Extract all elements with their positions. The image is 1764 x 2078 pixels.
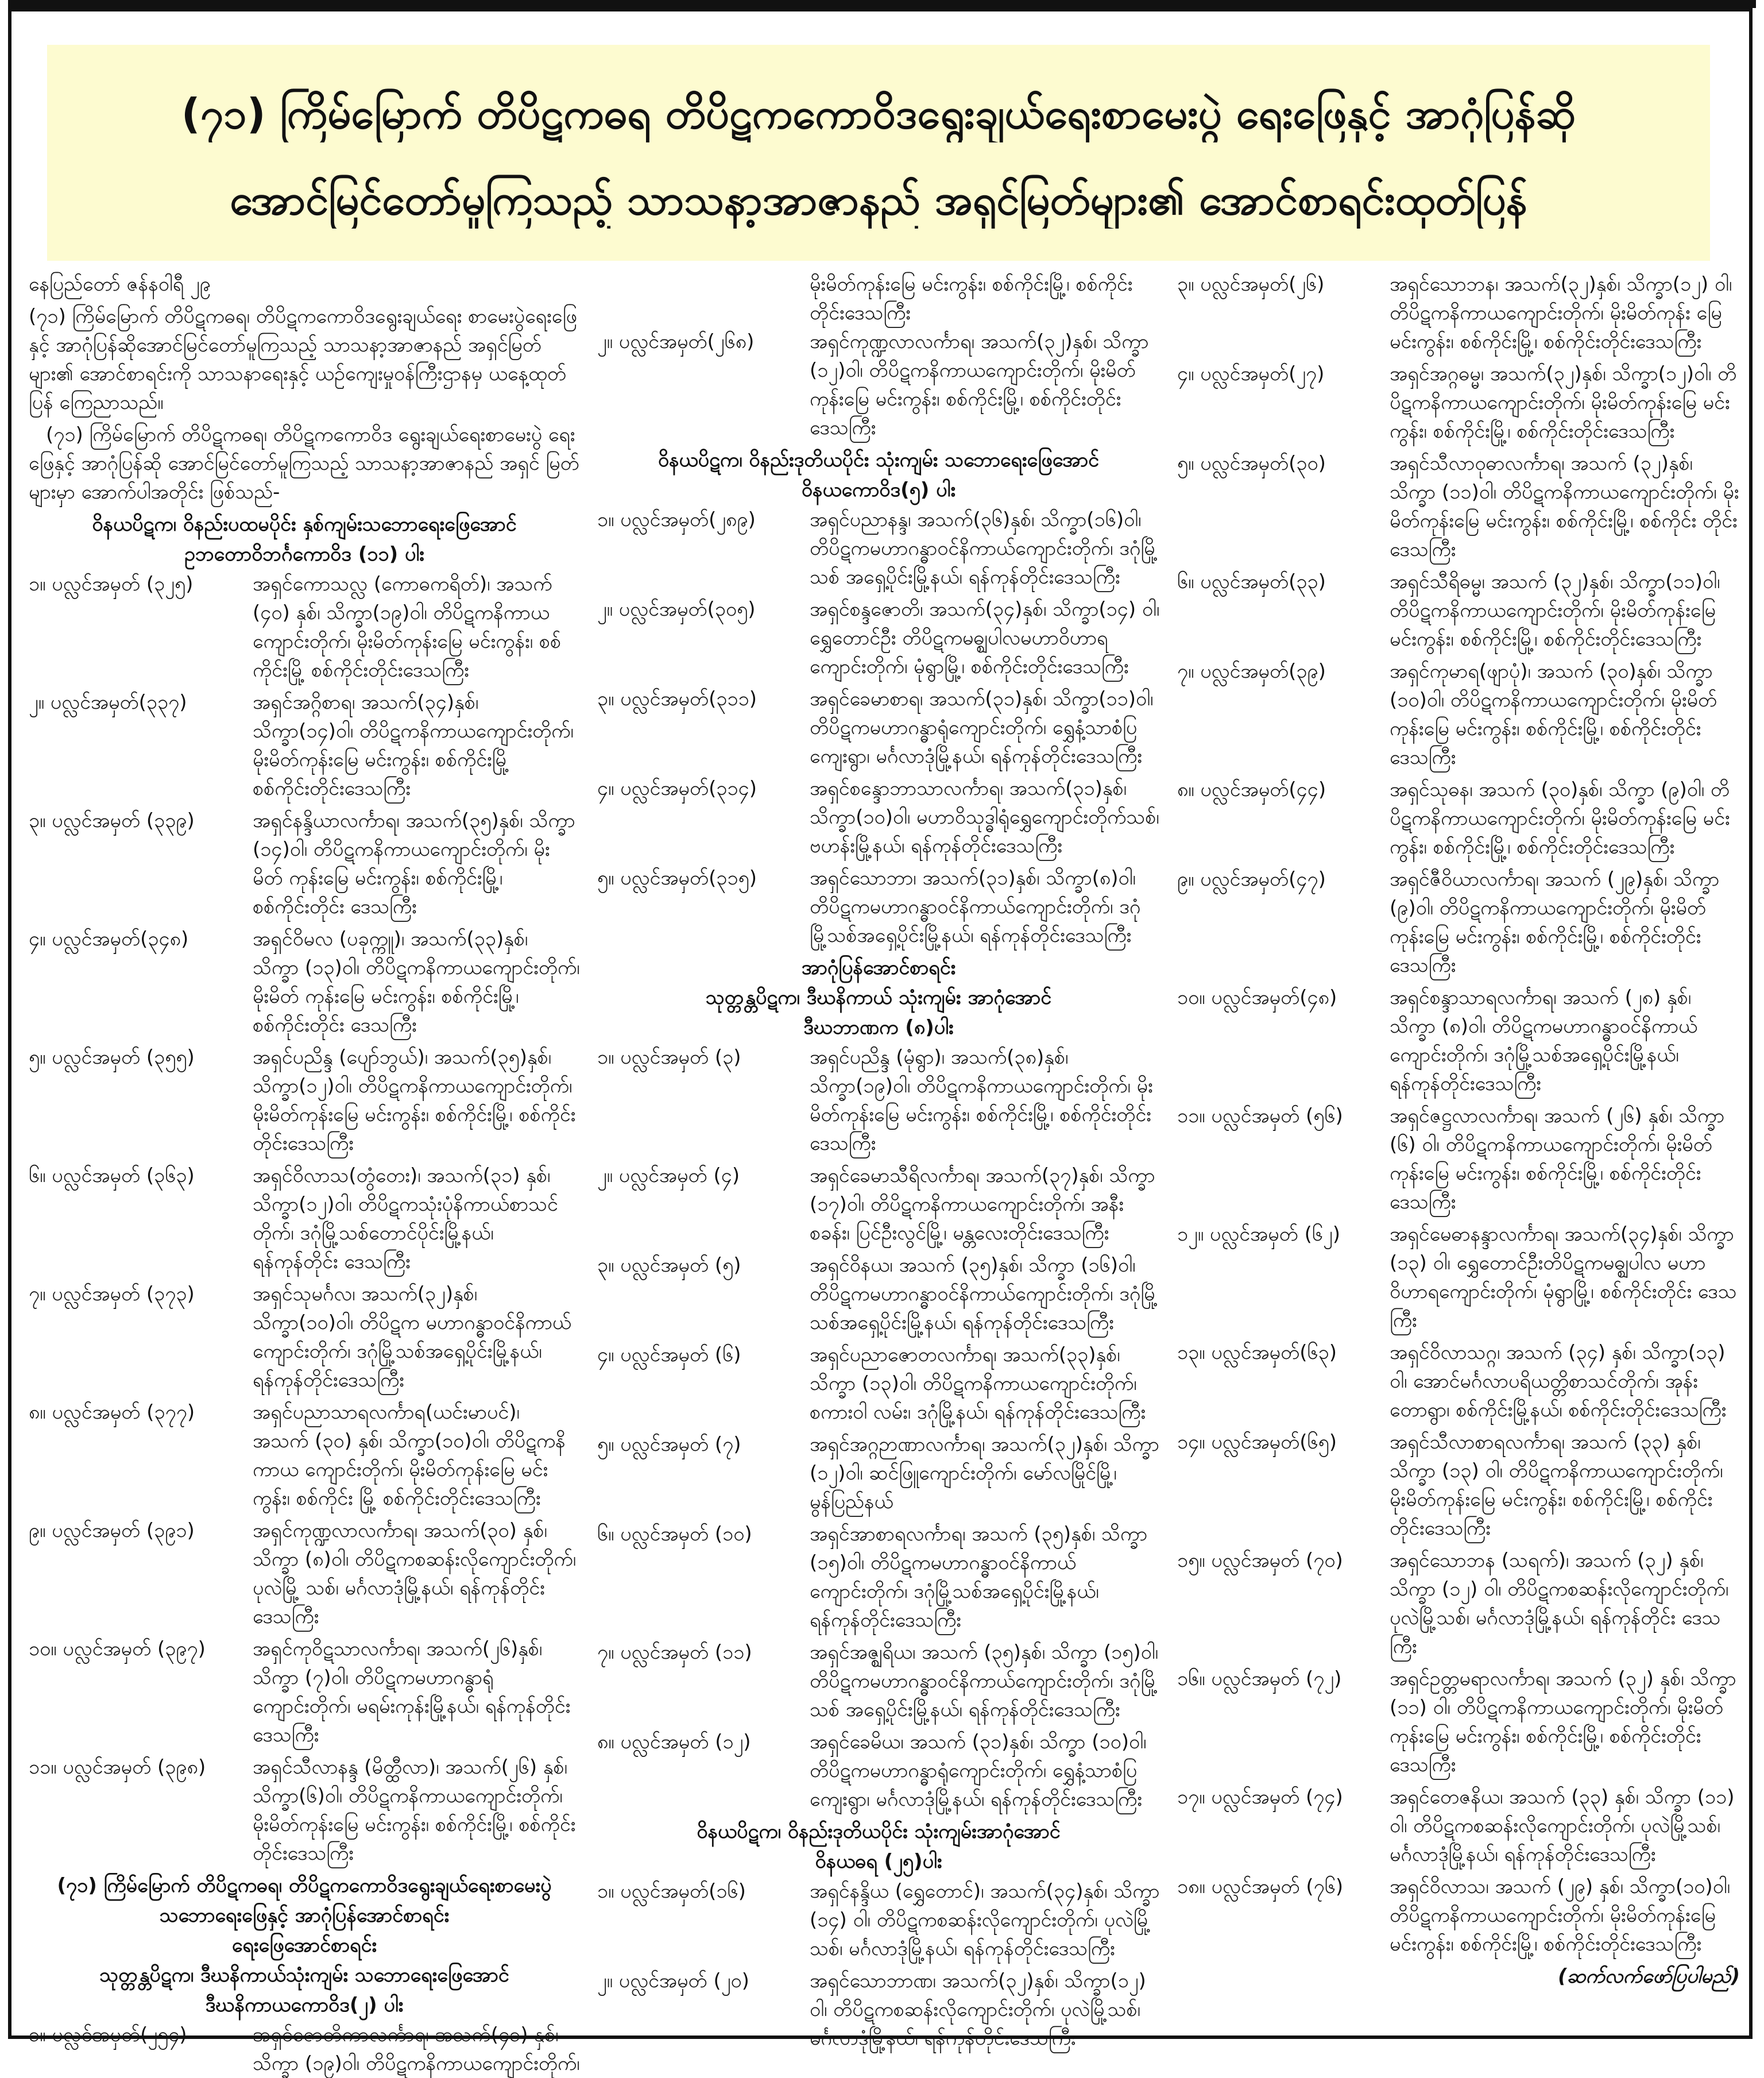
list-item	[1177, 865, 1740, 980]
seat-number: ၈။ ပလ္လင်အမှတ်(၄၄)	[1177, 778, 1326, 801]
seat-number: ၁၃။ ပလ္လင်အမှတ်(၆၃)	[1177, 1341, 1337, 1364]
seat-number: ၃။ ပလ္လင်အမှတ်(၂၆)	[1177, 273, 1325, 296]
seat-number: ၆။ ပလ္လင်အမှတ် (၁၀)	[597, 1523, 752, 1546]
seat-number: ၇။ ပလ္လင်အမှတ် (၁၁)	[597, 1641, 752, 1664]
section-heading: ဝိနယပိဋက၊ ဝိနည်းဒုတိယပိုင်း သုံးကျမ်းအာဂုံအောင်	[697, 1820, 1061, 1843]
monk-details: အရှင်နန္ဒိယာလင်္ကာရ၊ အသက်(၃၅)နှစ်၊ သိက္ခာ (၁၄)ဝါ၊ တိပိဋကနိကာယကျောင်းတိုက်၊ မိုးမိတ် ကုန်းမြေ မင်းကွန်း၊ စစ်ကိုင်းမြို့၊ စစ်ကိုင်းတိုင်း ဒေသကြီး	[253, 809, 575, 918]
list-item	[597, 685, 1160, 771]
list-item	[597, 1043, 1160, 1158]
seat-number: ၂။ ပလ္လင်အမှတ်(၃၃၇)	[29, 691, 187, 714]
list-item	[29, 1280, 580, 1395]
column-1	[29, 270, 580, 2075]
monk-details: အရှင်ဝိနယ၊ အသက် (၃၅)နှစ်၊ သိက္ခာ (၁၆)ဝါ၊ တိပိဋကမဟာဂန္ဓာဝင်နိကာယ်ကျောင်းတိုက်၊ ဒဂုံမြို့သစ်အရှေ့ပိုင်းမြို့နယ်၊ ရန်ကုန်တိုင်းဒေသကြီး	[810, 1254, 1158, 1334]
section-subheading: ဒီဃနိကာယကောဝိဒ(၂) ပါး	[205, 1994, 404, 2017]
monk-details: အရှင်ကောသလ္လ (ကောဓကရိတ်)၊ အသက် (၄၀) နှစ်၊ သိက္ခာ(၁၉)ဝါ၊ တိပိဋကနိကာယ ကျောင်းတိုက်၊ မိုးမိတ်ကုန်းမြေ မင်းကွန်း၊ စစ်ကိုင်းမြို့ စစ်ကိုင်းတိုင်းဒေသကြီး	[253, 573, 562, 682]
monk-details: အရှင်သီရိဓမ္မ၊ အသက် (၃၂)နှစ်၊ သိက္ခာ(၁၁)ဝါ၊ တိပိဋကနိကာယကျောင်းတိုက်၊ မိုးမိတ်ကုန်းမြေ မင်းကွန်း၊ စစ်ကိုင်းမြို့၊ စစ်ကိုင်းတိုင်းဒေသကြီး	[1390, 570, 1720, 651]
seat-number: ၁။ ပလ္လင်အမှတ်(၂၈၉)	[597, 508, 756, 531]
list-item	[597, 1341, 1160, 1427]
monk-details: အရှင်ဥတ္တမရာလင်္ကာရ၊ အသက် (၃၂) နှစ်၊ သိက္ခာ (၁၁) ဝါ၊ တိပိဋကနိကာယကျောင်းတိုက်၊ မိုးမိတ် ကုန်းမြေ မင်းကွန်း၊ စစ်ကိုင်းမြို့၊ စစ်ကိုင်းတိုင်း ဒေသကြီး	[1390, 1667, 1736, 1776]
entry-list	[597, 1043, 1160, 1814]
monk-details: အရှင်သောဘာဏ၊ အသက်(၃၂)နှစ်၊ သိက္ခာ(၁၂) ဝါ၊ တိပိဋကစဆန်းလိုကျောင်းတိုက်၊ ပုလဲမြို့သစ်၊ မင်္ဂလာဒုံမြို့နယ်၊ ရန်ကုန်တိုင်းဒေသကြီး	[810, 1969, 1146, 2050]
monk-details: အရှင်ကုမာရ(ဖျာပုံ)၊ အသက် (၃၀)နှစ်၊ သိက္ခာ (၁၀)ဝါ၊ တိပိဋကနိကာယကျောင်းတိုက်၊ မိုးမိတ် ကုန်းမြေ မင်းကွန်း၊ စစ်ကိုင်းမြို့၊ စစ်ကိုင်းတိုင်း ဒေသကြီး	[1390, 660, 1717, 769]
list-item	[1177, 983, 1740, 1098]
continued-note: (ဆက်လက်ဖော်ပြပါမည်)	[1558, 1965, 1740, 1988]
monk-details: အရှင်ဝိမလ (ပခုက္ကူ)၊ အသက်(၃၃)နှစ်၊ သိက္ခာ (၁၃)ဝါ၊ တိပိဋကနိကာယကျောင်းတိုက်၊ မိုးမိတ် ကုန်းမြေ မင်းကွန်း၊ စစ်ကိုင်းမြို့၊ စစ်ကိုင်းတိုင်း ဒေသကြီး	[253, 928, 580, 1037]
monk-details: အရှင်တေဇနိယ၊ အသက် (၃၃) နှစ်၊ သိက္ခာ (၁၁) ဝါ၊ တိပိဋကစဆန်းလိုကျောင်းတိုက်၊ ပုလဲမြို့သစ်၊ မင်္ဂလာဒုံမြို့နယ်၊ ရန်ကုန်တိုင်းဒေသကြီး	[1390, 1786, 1735, 1866]
section-heading: ဝိနယပိဋက၊ ဝိနည်းဒုတိယပိုင်း သုံးကျမ်း သဘောရေးဖြေအောင်	[657, 449, 1099, 472]
seat-number: ၃။ ပလ္လင်အမှတ် (၅)	[597, 1254, 741, 1277]
list-item	[1177, 1428, 1740, 1543]
list-item	[1177, 567, 1740, 654]
monk-details: အရှင်သီလာနန္ဒ (မိတ္ထီလာ)၊ အသက်(၂၆) နှစ်၊ သိက္ခာ(၆)ဝါ၊ တိပိဋကနိကာယကျောင်းတိုက်၊ မိုးမိတ်ကုန်းမြေ မင်းကွန်း၊ စစ်ကိုင်းမြို့၊ စစ်ကိုင်း တိုင်းဒေသကြီး	[253, 1756, 576, 1865]
list-item	[597, 595, 1160, 681]
monk-details: အရှင်ဇီဝိယာလင်္ကာရ၊ အသက် (၂၉)နှစ်၊ သိက္ခာ (၉)ဝါ၊ တိပိဋကနိကာယကျောင်းတိုက်၊ မိုးမိတ် ကုန်းမြေ မင်းကွန်း၊ စစ်ကိုင်းမြို့၊ စစ်ကိုင်းတိုင်း ဒေသကြီး	[1390, 868, 1720, 977]
seat-number: ၅။ ပလ္လင်အမှတ် (၃၅၅)	[29, 1046, 195, 1069]
seat-number: ၁။ ပလ္လင်အမှတ် (၃)	[597, 1046, 741, 1069]
monk-details: အရှင်ဝိလာသဂ္ဂ၊ အသက် (၃၄) နှစ်၊ သိက္ခာ(၁၃) ဝါ၊ အောင်မင်္ဂလာပရိယတ္တိစာသင်တိုက်၊ အုန်း တောရွာ၊ စစ်ကိုင်းမြို့နယ်၊ စစ်ကိုင်းတိုင်းဒေသကြီး	[1390, 1341, 1727, 1422]
seat-number: ၉။ ပလ္လင်အမှတ် (၃၉၁)	[29, 1519, 195, 1542]
monk-details: အရှင်သုဓန၊ အသက် (၃၀)နှစ်၊ သိက္ခာ (၉)ဝါ၊ တိပိဋကနိကာယကျောင်းတိုက်၊ မိုးမိတ်ကုန်းမြေ မင်းကွန်း၊ စစ်ကိုင်းမြို့၊ စစ်ကိုင်းတိုင်းဒေသကြီး	[1390, 778, 1730, 859]
list-item	[29, 1398, 580, 1513]
entry-list	[29, 570, 580, 1868]
seat-number: ၁၀။ ပလ္လင်အမှတ်(၄၈)	[1177, 986, 1337, 1009]
list-item	[597, 864, 1160, 950]
seat-number: ၂။ ပလ္လင်အမှတ်(၂၆၈)	[597, 330, 755, 353]
seat-number: ၁။ ပလ္လင်အမှတ် (၃၂၅)	[29, 573, 194, 596]
section-subheading: ဝိနယကောဝိဒ(၅) ပါး	[801, 478, 956, 501]
monk-details: အရှင်သုမင်္ဂလ၊ အသက်(၃၂)နှစ်၊ သိက္ခာ(၁၀)ဝါ၊ တိပိဋက မဟာဂန္ဓာဝင်နိကာယ်ကျောင်းတိုက်၊ ဒဂုံမြို့သစ်အရှေ့ပိုင်းမြို့နယ်၊ ရန်ကုန်တိုင်းဒေသကြီး	[253, 1283, 571, 1392]
list-item	[1177, 1102, 1740, 1216]
monk-details: အရှင်ခေမာစာရ၊ အသက်(၃၁)နှစ်၊ သိက္ခာ(၁၁)ဝါ၊ တိပိဋကမဟာဂန္ဓာရုံကျောင်းတိုက်၊ ရွှေနံ့သာစံပြ ကျေးရွာ၊ မင်္ဂလာဒုံမြို့နယ်၊ ရန်ကုန်တိုင်းဒေသကြီး	[810, 687, 1154, 768]
list-item	[1177, 1220, 1740, 1335]
seat-number: ၃။ ပလ္လင်အမှတ်(၃၁၁)	[597, 687, 757, 710]
list-item	[597, 1520, 1160, 1635]
top-rule	[8, 0, 1756, 8]
entry-list	[597, 327, 1160, 442]
seat-number: ၅။ ပလ္လင်အမှတ်(၃၁၅)	[597, 867, 757, 890]
monk-details: အရှင်စန္ဒောဘာသာလင်္ကာရ၊ အသက်(၃၁)နှစ်၊ သိက္ခာ(၁၀)ဝါ၊ မဟာဝိသုဒ္ဓါရုံရွှေကျောင်းတိုက်သစ်၊ ဗဟန်းမြို့နယ်၊ ရန်ကုန်တိုင်းဒေသကြီး	[810, 777, 1159, 858]
list-item	[29, 925, 580, 1040]
list-item	[597, 1251, 1160, 1337]
list-item	[1177, 1664, 1740, 1779]
seat-number: ၆။ ပလ္လင်အမှတ် (၃၆၃)	[29, 1164, 195, 1187]
list-item	[29, 1635, 580, 1749]
continued-text: မိုးမိတ်ကုန်းမြေ မင်းကွန်း၊ စစ်ကိုင်းမြို့၊ စစ်ကိုင်း တိုင်းဒေသကြီး	[810, 273, 1133, 325]
seat-number: ၁၅။ ပလ္လင်အမှတ် (၇၀)	[1177, 1549, 1343, 1572]
monk-details: အရှင်မေဓာနန္ဒာလင်္ကာရ၊ အသက်(၃၄)နှစ်၊ သိက္ခာ (၁၃) ဝါ၊ ရွှေတောင်ဦးတိပိဋကမဓ္ဈပါလ မဟာ ဝိဟာရကျောင်းတိုက်၊ မုံရွာမြို့၊ စစ်ကိုင်းတိုင်း ဒေသကြီး	[1390, 1223, 1737, 1332]
seat-number: ၁၄။ ပလ္လင်အမှတ်(၆၅)	[1177, 1431, 1337, 1454]
list-item	[29, 806, 580, 921]
column-3	[1177, 270, 1740, 2027]
entry-list	[1177, 270, 1740, 1959]
monk-details: အရှင်ပညာနန္ဒ၊ အသက်(၃၆)နှစ်၊ သိက္ခာ(၁၆)ဝါ၊ တိပိဋကမဟာဂန္ဓာဝင်နိကာယ်ကျောင်းတိုက်၊ ဒဂုံမြို့ သစ် အရှေ့ပိုင်းမြို့နယ်၊ ရန်ကုန်တိုင်းဒေသကြီး	[810, 508, 1158, 589]
list-item	[597, 1161, 1160, 1247]
monk-details: အရှင်ပညာဇောတလင်္ကာရ၊ အသက်(၃၃)နှစ်၊ သိက္ခာ (၁၃)ဝါ၊ တိပိဋကနိကာယကျောင်းတိုက်၊ စကားဝါ လမ်း၊ ဒဂုံမြို့နယ်၊ ရန်ကုန်တိုင်းဒေသကြီး	[810, 1343, 1146, 1424]
seat-number: ၅။ ပလ္လင်အမှတ်(၃၀)	[1177, 452, 1326, 475]
list-item	[1177, 1546, 1740, 1661]
list-item	[29, 1753, 580, 1868]
seat-number: ၅။ ပလ္လင်အမှတ် (၇)	[597, 1433, 741, 1456]
seat-number: ၁။ ပလ္လင်အမှတ်(၂၅၄)	[29, 2023, 187, 2046]
list-item	[1177, 657, 1740, 772]
list-item	[1177, 449, 1740, 564]
entry-list	[597, 1877, 1160, 2053]
seat-number: ၄။ ပလ္လင်အမှတ် (၆)	[597, 1343, 741, 1366]
monk-details: အရှင်သောဘာ၊ အသက်(၃၁)နှစ်၊ သိက္ခာ(၈)ဝါ၊ တိပိဋကမဟာဂန္ဓာဝင်နိကာယ်ကျောင်းတိုက်၊ ဒဂုံ မြို့သစ်အရှေ့ပိုင်းမြို့နယ်၊ ရန်ကုန်တိုင်းဒေသကြီး	[810, 867, 1141, 947]
seat-number: ၁၂။ ပလ္လင်အမှတ် (၆၂)	[1177, 1223, 1340, 1246]
monk-details: အရှင်သောဘန (သရက်)၊ အသက် (၃၂) နှစ်၊ သိက္ခာ (၁၂) ဝါ၊ တိပိဋကစဆန်းလိုကျောင်းတိုက်၊ ပုလဲမြို့သစ်၊ မင်္ဂလာဒုံမြို့နယ်၊ ရန်ကုန်တိုင်း ဒေသကြီး	[1390, 1549, 1729, 1658]
section-subheading: ဝိနယဓရ (၂၅)ပါး	[815, 1850, 942, 1873]
list-item	[597, 505, 1160, 592]
entry-list	[29, 2021, 580, 2078]
intro-paragraph-1: (၇၁) ကြိမ်မြောက် တိပိဋကဓရ၊ တိပိဋကကောဝိဒရွေးချယ်ရေး စာမေးပွဲရေးဖြေနှင့် အာဂုံပြန်ဆိုအောင်မြင်တော်မူကြသည့် သာသနာ့အာဇာနည် အရှင်မြတ်များ၏ အောင်စာရင်းကို သာသနာရေးနှင့် ယဉ်ကျေးမှုဝန်ကြီးဌာနမှ ယနေ့ထုတ်ပြန် ကြေညာသည်။	[29, 305, 578, 414]
list-item	[29, 570, 580, 685]
seat-number: ၇။ ပလ္လင်အမှတ်(၃၉)	[1177, 660, 1326, 683]
list-item	[1177, 775, 1740, 862]
section-heading: (၇၁) ကြိမ်မြောက် တိပိဋကဓရ၊ တိပိဋကကောဝိဒရွေးချယ်ရေးစာမေးပွဲ	[57, 1874, 552, 1897]
section-heading: သုတ္တန္တပိဋက၊ ဒီဃနိကာယ်သုံးကျမ်း သဘောရေးဖြေအောင်	[99, 1964, 509, 1987]
monk-details: အရှင်အဇ္ဈရိယ၊ အသက် (၃၅)နှစ်၊ သိက္ခာ (၁၅)ဝါ၊ တိပိဋကမဟာဂန္ဓာဝင်နိကာယ်ကျောင်းတိုက်၊ ဒဂုံမြို့ သစ် အရှေ့ပိုင်းမြို့နယ်၊ ရန်ကုန်တိုင်းဒေသကြီး	[810, 1641, 1158, 1721]
monk-details: အရှင်အဂ္ဂဓမ္မ၊ အသက်(၃၂)နှစ်၊ သိက္ခာ(၁၂)ဝါ၊ တိပိဋကနိကာယကျောင်းတိုက်၊ မိုးမိတ်ကုန်းမြေ မင်းကွန်း၊ စစ်ကိုင်းမြို့၊ စစ်ကိုင်းတိုင်းဒေသကြီး	[1390, 362, 1737, 443]
monk-details: အရှင်ကုဏ္ဍလာလင်္ကာရ၊ အသက်(၃၀) နှစ်၊ သိက္ခာ (၈)ဝါ၊ တိပိဋကစဆန်းလိုကျောင်းတိုက်၊ ပုလဲမြို့ သစ်၊ မင်္ဂလာဒုံမြို့နယ်၊ ရန်ကုန်တိုင်းဒေသကြီး	[253, 1519, 577, 1628]
monk-details: အရှင်ကုဝိဋသာလင်္ကာရ၊ အသက်(၂၆)နှစ်၊ သိက္ခာ (၇)ဝါ၊ တိပိဋကမဟာဂန္ဓာရုံကျောင်းတိုက်၊ မရမ်းကုန်းမြို့နယ်၊ ရန်ကုန်တိုင်းဒေသကြီး	[253, 1637, 571, 1747]
seat-number: ၄။ ပလ္လင်အမှတ်(၂၇)	[1177, 362, 1325, 385]
seat-number: ၇။ ပလ္လင်အမှတ် (၃၇၃)	[29, 1283, 195, 1305]
entry-list	[597, 505, 1160, 950]
section-heading: ဝိနယပိဋက၊ ဝိနည်းပထမပိုင်း နှစ်ကျမ်းသဘောရေးဖြေအောင်	[92, 513, 517, 536]
monk-details: အရှင်ပညိန္ဒ (မုံရွာ)၊ အသက်(၃၈)နှစ်၊ သိက္ခာ(၁၉)ဝါ၊ တိပိဋကနိကာယကျောင်းတိုက်၊ မိုးမိတ်ကုန်းမြေ မင်းကွန်း၊ စစ်ကိုင်းမြို့၊ စစ်ကိုင်းတိုင်းဒေသကြီး	[810, 1046, 1153, 1155]
list-item	[1177, 1872, 1740, 1959]
list-item	[597, 1877, 1160, 1963]
section-heading: အာဂုံပြန်အောင်စာရင်း	[801, 956, 956, 979]
monk-details: အရှင်ဇောတိကာလင်္ကာရ၊ အသက်(၄၁) နှစ်၊ သိက္ခာ (၁၉)ဝါ၊ တိပိဋကနိကာယကျောင်းတိုက်၊	[253, 2023, 580, 2075]
column-2	[597, 270, 1160, 2050]
headline-box	[47, 45, 1710, 261]
seat-number: ၈။ ပလ္လင်အမှတ် (၁၂)	[597, 1731, 751, 1753]
list-item	[597, 1728, 1160, 1814]
seat-number: ၂။ ပလ္လင်အမှတ် (၄)	[597, 1164, 740, 1187]
monk-details: အရှင်သီလာဝုဓာလင်္ကာရ၊ အသက် (၃၂)နှစ်၊ သိက္ခာ (၁၁)ဝါ၊ တိပိဋကနိကာယကျောင်းတိုက်၊ မိုးမိတ်ကုန်းမြေ မင်းကွန်း၊ စစ်ကိုင်းမြို့၊ စစ်ကိုင်း တိုင်းဒေသကြီး	[1390, 452, 1739, 561]
seat-number: ၂။ ပလ္လင်အမှတ် (၂၀)	[597, 1969, 749, 1992]
monk-details: အရှင်နန္ဒိယ (ရွှေတောင်)၊ အသက်(၃၄)နှစ်၊ သိက္ခာ (၁၄) ဝါ၊ တိပိဋကစဆန်းလိုကျောင်းတိုက်၊ ပုလဲမြို့ သစ်၊ မင်္ဂလာဒုံမြို့နယ်၊ ရန်ကုန်တိုင်းဒေသကြီး	[810, 1880, 1160, 1960]
list-item	[29, 1161, 580, 1276]
headline-line-2: အောင်မြင်တော်မူကြသည့် သာသနာ့အာဇာနည် အရှင်မြတ်များ၏ အောင်စာရင်းထုတ်ပြန်	[230, 176, 1527, 224]
list-item	[597, 774, 1160, 860]
seat-number: ၄။ ပလ္လင်အမှတ်(၃၁၄)	[597, 777, 757, 800]
monk-details: အရှင်စန္ဒာသာရလင်္ကာရ၊ အသက် (၂၈) နှစ်၊ သိက္ခာ (၈)ဝါ၊ တိပိဋကမဟာဂန္ဓာဝင်နိကာယ် ကျောင်းတိုက်၊ ဒဂုံမြို့သစ်အရှေ့ပိုင်းမြို့နယ်၊ ရန်ကုန်တိုင်းဒေသကြီး	[1390, 986, 1698, 1095]
list-item	[29, 2021, 580, 2078]
seat-number: ၆။ ပလ္လင်အမှတ်(၃၃)	[1177, 570, 1326, 593]
seat-number: ၁၁။ ပလ္လင်အမှတ် (၅၆)	[1177, 1104, 1343, 1127]
monk-details: အရှင်ခေမိယ၊ အသက် (၃၁)နှစ်၊ သိက္ခာ (၁၀)ဝါ၊ တိပိဋကမဟာဂန္ဓာရုံကျောင်းတိုက်၊ ရွှေနံ့သာစံပြ ကျေးရွာ၊ မင်္ဂလာဒုံမြို့နယ်၊ ရန်ကုန်တိုင်းဒေသကြီး	[810, 1731, 1147, 1811]
seat-number: ၃။ ပလ္လင်အမှတ် (၃၃၉)	[29, 809, 195, 832]
monk-details: အရှင်သီလာစာရလင်္ကာရ၊ အသက် (၃၃) နှစ်၊ သိက္ခာ (၁၃) ဝါ၊ တိပိဋကနိကာယကျောင်းတိုက်၊ မိုးမိတ်ကုန်းမြေ မင်းကွန်း၊ စစ်ကိုင်းမြို့၊ စစ်ကိုင်း တိုင်းဒေသကြီး	[1390, 1431, 1723, 1540]
monk-details: အရှင်ပညာသာရလင်္ကာရ(ယင်းမာပင်)၊ အသက် (၃၀) နှစ်၊ သိက္ခာ(၁၀)ဝါ၊ တိပိဋကနိကာယ ကျောင်းတိုက်၊ မိုးမိတ်ကုန်းမြေ မင်းကွန်း၊ စစ်ကိုင်း မြို့ စစ်ကိုင်းတိုင်းဒေသကြီး	[253, 1401, 566, 1510]
list-item	[1177, 270, 1740, 356]
monk-details: အရှင်ဝိလာသ(တွံတေး)၊ အသက်(၃၁) နှစ်၊ သိက္ခာ(၁၂)ဝါ၊ တိပိဋကသုံးပုံနိကာယ်စာသင် တိုက်၊ ဒဂုံမြို့သစ်တောင်ပိုင်းမြို့နယ်၊ ရန်ကုန်တိုင်း ဒေသကြီး	[253, 1164, 558, 1273]
section-heading: ရေးဖြေအောင်စာရင်း	[231, 1934, 377, 1957]
section-heading: သဘောရေးဖြေနှင့် အာဂုံပြန်အောင်စာရင်း	[159, 1904, 450, 1927]
monk-details: အရှင်အာစာရလင်္ကာရ၊ အသက် (၃၅)နှစ်၊ သိက္ခာ (၁၅)ဝါ၊ တိပိဋကမဟာဂန္ဓာဝင်နိကာယ် ကျောင်းတိုက်၊ ဒဂုံမြို့သစ်အရှေ့ပိုင်းမြို့နယ်၊ ရန်ကုန်တိုင်းဒေသကြီး	[810, 1523, 1148, 1632]
monk-details: အရှင်ပညိန္ဒ (ပျော်ဘွယ်)၊ အသက်(၃၅)နှစ်၊ သိက္ခာ(၁၂)ဝါ၊ တိပိဋကနိကာယကျောင်းတိုက်၊ မိုးမိတ်ကုန်းမြေ မင်းကွန်း၊ စစ်ကိုင်းမြို့၊ စစ်ကိုင်း တိုင်းဒေသကြီး	[253, 1046, 576, 1155]
section-subheading: ဒီဃဘာဏက (၈)ပါး	[803, 1016, 954, 1039]
seat-number: ၈။ ပလ္လင်အမှတ် (၃၇၇)	[29, 1401, 195, 1424]
headline-line-1: (၇၁) ကြိမ်မြောက် တိပိဋကဓရ တိပိဋကကောဝိဒရွေးချယ်ရေးစာမေးပွဲ ရေးဖြေနှင့် အာဂုံပြန်ဆို	[181, 90, 1576, 138]
monk-details: အရှင်အဂ္ဂဉာဏာလင်္ကာရ၊ အသက်(၃၂)နှစ်၊ သိက္ခာ (၁၂)ဝါ၊ ဆင်ဖြူကျောင်းတိုက်၊ မော်လမြိုင်မြို့၊ မွန်ပြည်နယ်	[810, 1433, 1159, 1513]
list-item	[29, 1516, 580, 1631]
seat-number: ၄။ ပလ္လင်အမှတ်(၃၄၈)	[29, 928, 189, 951]
seat-number: ၁၁။ ပလ္လင်အမှတ် (၃၉၈)	[29, 1756, 206, 1779]
seat-number: ၁၈။ ပလ္လင်အမှတ် (၇၆)	[1177, 1875, 1344, 1898]
seat-number: ၉။ ပလ္လင်အမှတ်(၄၇)	[1177, 868, 1326, 891]
list-item	[1177, 1783, 1740, 1869]
seat-number: ၁၀။ ပလ္လင်အမှတ် (၃၉၇)	[29, 1637, 206, 1660]
list-item	[29, 688, 580, 803]
seat-number: ၂။ ပလ္လင်အမှတ်(၃၀၅)	[597, 598, 756, 621]
monk-details: အရှင်သောဘန၊ အသက်(၃၂)နှစ်၊ သိက္ခာ(၁၂) ဝါ၊ တိပိဋကနိကာယကျောင်းတိုက်၊ မိုးမိတ်ကုန်း မြေ မင်းကွန်း၊ စစ်ကိုင်းမြို့၊ စစ်ကိုင်းတိုင်းဒေသကြီး	[1390, 273, 1732, 353]
list-item	[29, 1043, 580, 1158]
seat-number: ၁။ ပလ္လင်အမှတ်(၁၆)	[597, 1880, 746, 1903]
monk-details: အရှင်ဝိလာသ၊ အသက် (၂၉) နှစ်၊ သိက္ခာ(၁၀)ဝါ၊ တိပိဋကနိကာယကျောင်းတိုက်၊ မိုးမိတ်ကုန်းမြေ မင်းကွန်း၊ စစ်ကိုင်းမြို့၊ စစ်ကိုင်းတိုင်းဒေသကြီး	[1390, 1875, 1731, 1956]
seat-number: ၁၇။ ပလ္လင်အမှတ် (၇၄)	[1177, 1786, 1343, 1809]
seat-number: ၁၆။ ပလ္လင်အမှတ် (၇၂)	[1177, 1667, 1342, 1690]
section-heading: သုတ္တန္တပိဋက၊ ဒီဃနိကာယ် သုံးကျမ်း အာဂုံအောင်	[705, 986, 1052, 1009]
list-item	[597, 1967, 1160, 2053]
list-item	[1177, 1338, 1740, 1424]
monk-details: အရှင်ဇဋ္ဌလာလင်္ကာရ၊ အသက် (၂၆) နှစ်၊ သိက္ခာ (၆) ဝါ၊ တိပိဋကနိကာယကျောင်းတိုက်၊ မိုးမိတ် ကုန်းမြေ မင်းကွန်း၊ စစ်ကိုင်းမြို့၊ စစ်ကိုင်းတိုင်း ဒေသကြီး	[1390, 1104, 1725, 1214]
list-item	[597, 327, 1160, 442]
dateline: နေပြည်တော် ဇန်နဝါရီ ၂၉	[29, 273, 211, 296]
monk-details: အရှင်စန္ဒဇောတိ၊ အသက်(၃၄)နှစ်၊ သိက္ခာ(၁၄) ဝါ၊ ရွှေတောင်ဦး တိပိဋကမဓ္ဈပါလမဟာဝိဟာရ ကျောင်းတိုက်၊ မုံရွာမြို့၊ စစ်ကိုင်းတိုင်းဒေသကြီး	[810, 598, 1160, 678]
list-item	[597, 1430, 1160, 1516]
section-subheading: ဥဘတောဝိဘင်္ဂကောဝိဒ (၁၁) ပါး	[184, 543, 424, 566]
monk-details: အရှင်ကုဏ္ဍလာလင်္ကာရ၊ အသက်(၃၂)နှစ်၊ သိက္ခာ (၁၂)ဝါ၊ တိပိဋကနိကာယကျောင်းတိုက်၊ မိုးမိတ် ကုန်းမြေ မင်းကွန်း၊ စစ်ကိုင်းမြို့၊ စစ်ကိုင်းတိုင်း ဒေသကြီး	[810, 330, 1149, 439]
list-item	[1177, 360, 1740, 446]
monk-details: အရှင်အဂ္ဂိစာရ၊ အသက်(၃၄)နှစ်၊ သိက္ခာ(၁၄)ဝါ၊ တိပိဋကနိကာယကျောင်းတိုက်၊ မိုးမိတ်ကုန်းမြေ မင်းကွန်း၊ စစ်ကိုင်းမြို့ စစ်ကိုင်းတိုင်းဒေသကြီး	[253, 691, 574, 800]
monk-details: အရှင်ခေမာသီရိလင်္ကာရ၊ အသက်(၃၇)နှစ်၊ သိက္ခာ (၁၇)ဝါ၊ တိပိဋကနိကာယကျောင်းတိုက်၊ အနီးစခန်း၊ ပြင်ဦးလွင်မြို့၊ မန္တလေးတိုင်းဒေသကြီး	[810, 1164, 1155, 1245]
intro-paragraph-2: (၇၁) ကြိမ်မြောက် တိပိဋကဓရ၊ တိပိဋကကောဝိဒ ရွေးချယ်ရေးစာမေးပွဲ ရေးဖြေနှင့် အာဂုံပြန်ဆို အောင်မြင်တော်မူကြသည့် သာသနာ့အာဇာနည် အရှင် မြတ်များမှာ အောက်ပါအတိုင်း ဖြစ်သည်-	[29, 423, 579, 504]
list-item	[597, 1638, 1160, 1724]
